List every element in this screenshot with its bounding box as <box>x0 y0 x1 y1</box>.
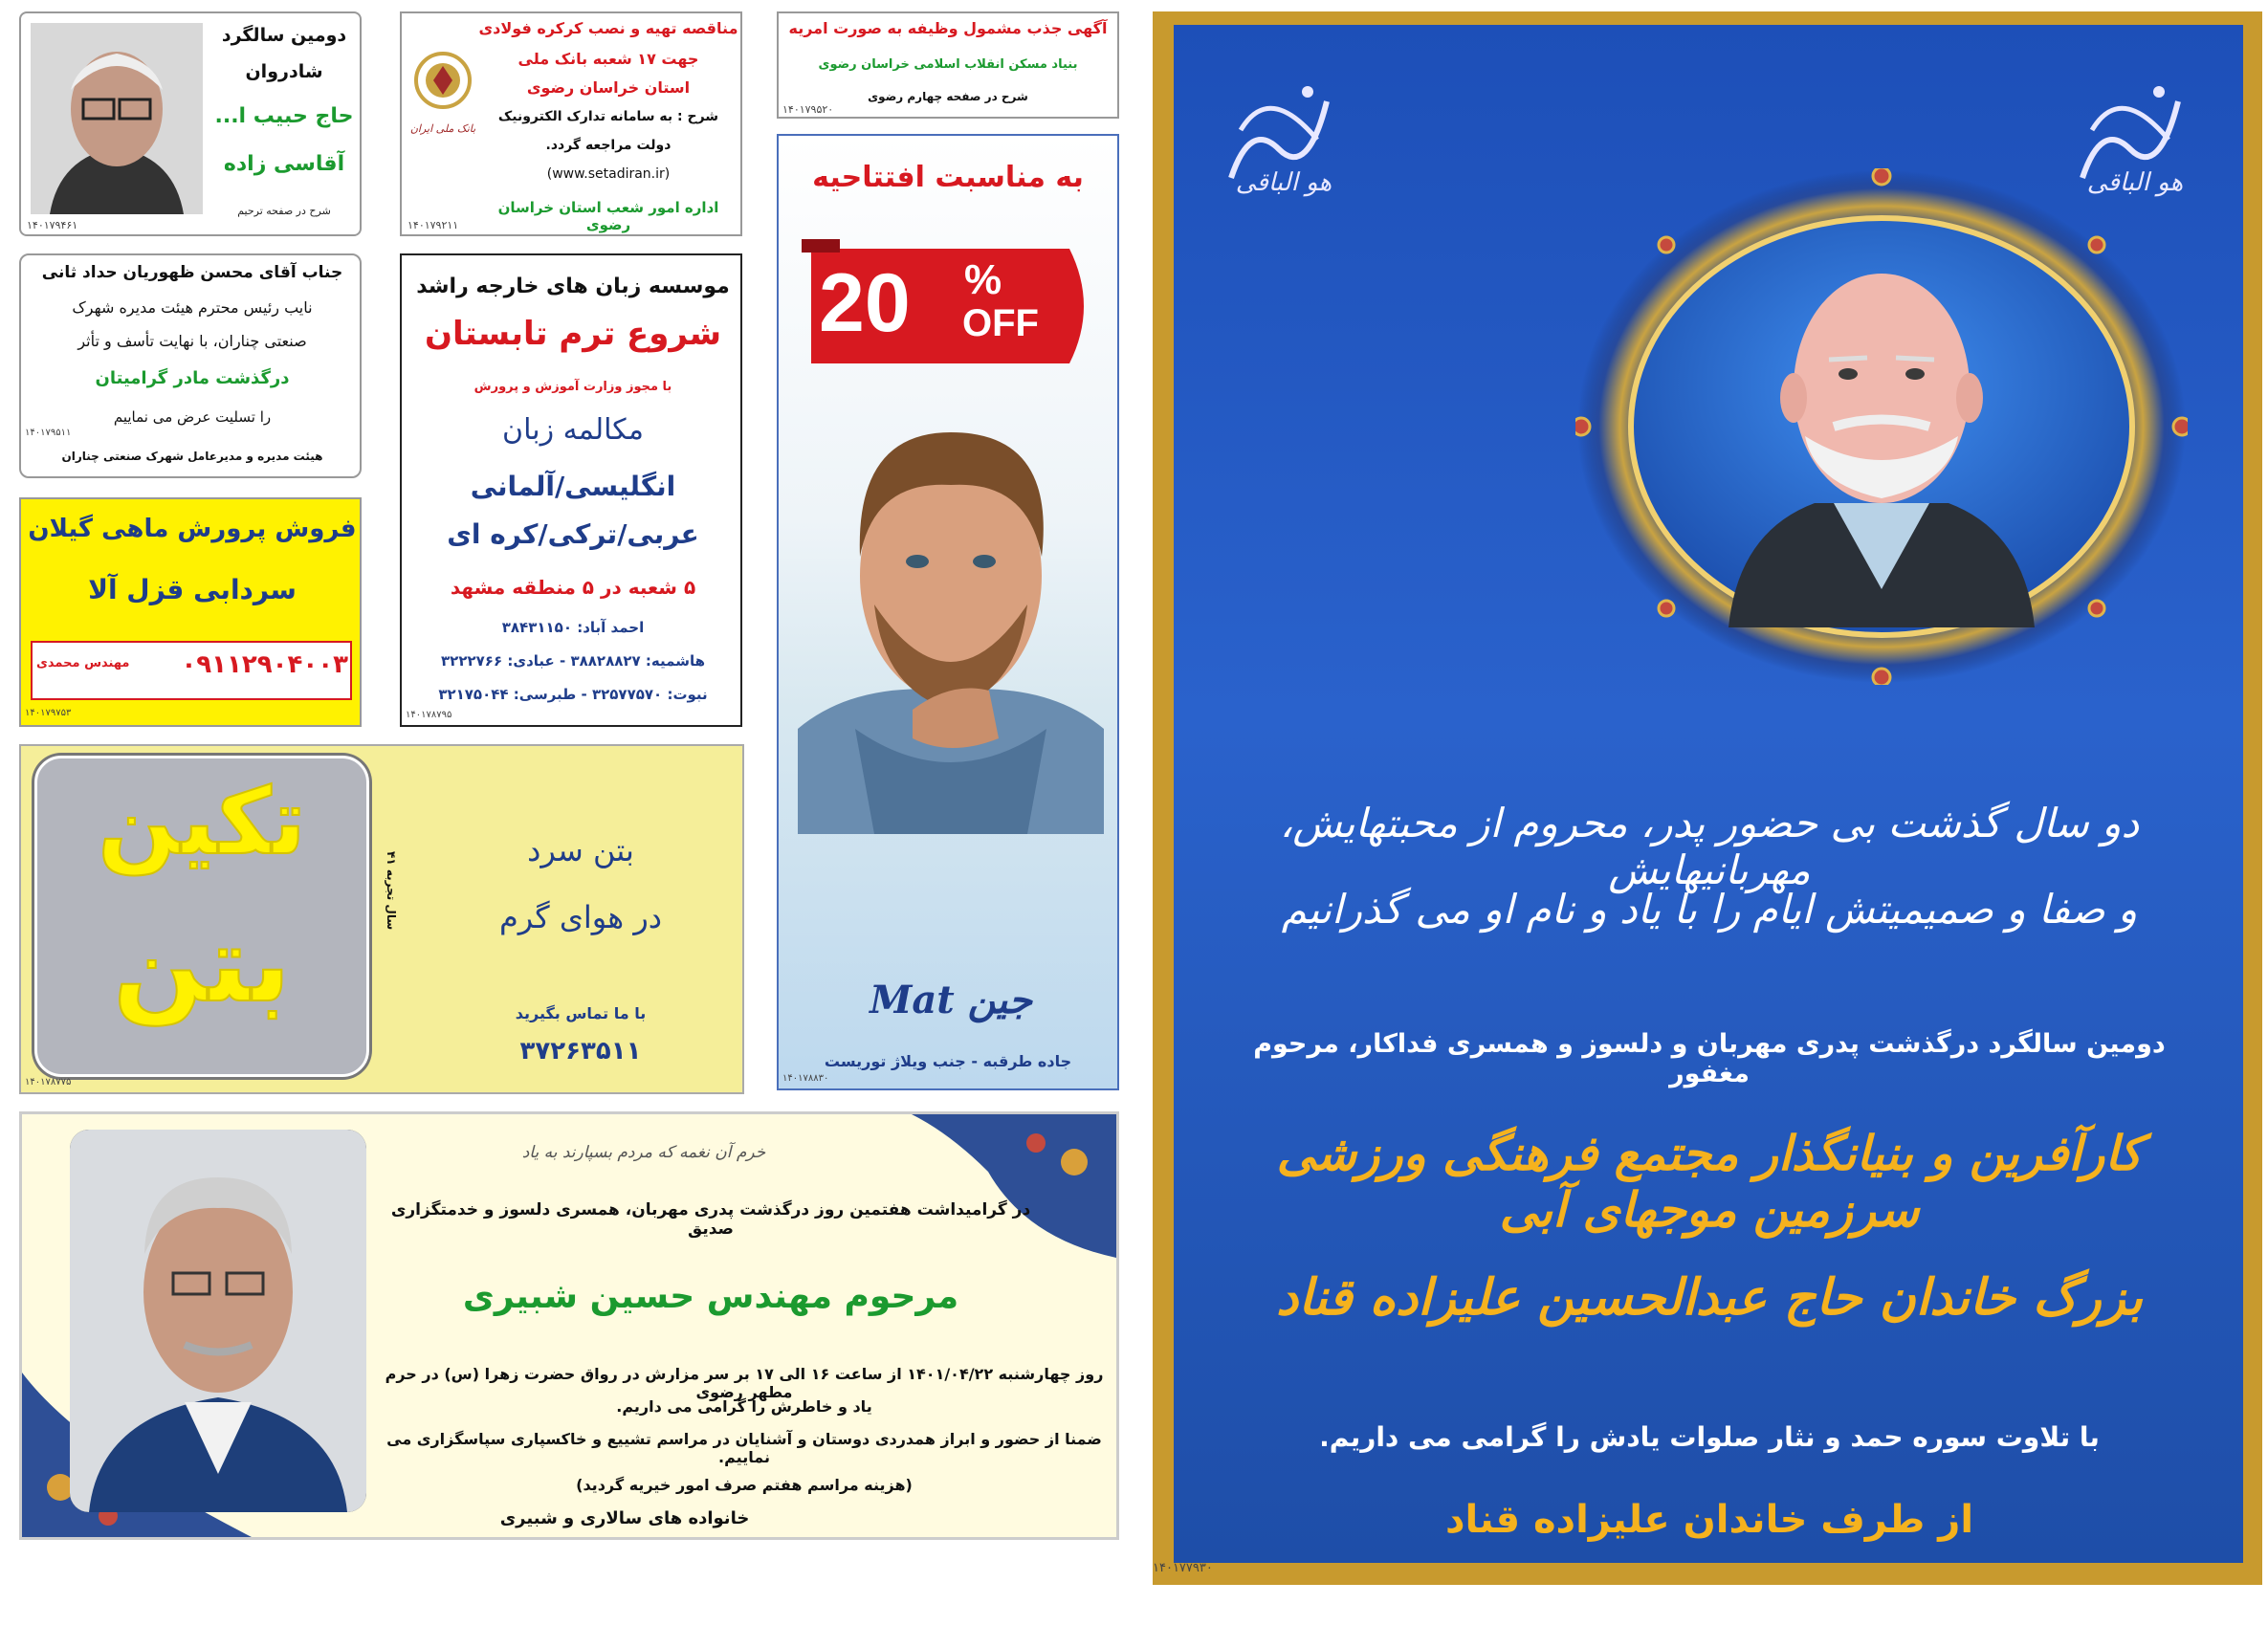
language-line-4: مکالمه زبان <box>502 413 644 447</box>
language-line-7: ۵ شعبه در ۵ منطقه مشهد <box>450 576 696 599</box>
anniversary-line-1: دومین سالگرد <box>221 25 347 46</box>
anniversary-name-2: آقاسی زاده <box>223 152 345 176</box>
condolence-line-3: صنعتی چناران، با نهایت تأسف و تأثر <box>77 332 307 350</box>
ad-housing <box>777 11 1119 119</box>
shabiri-photo <box>70 1130 366 1512</box>
shabiri-verse: خرم آن نغمه که مردم بسپارند به یاد <box>521 1143 766 1162</box>
anniversary-note: شرح در صفحه ترحیم <box>237 205 331 217</box>
takin-years: ۴۱ سال تجربه <box>385 851 398 931</box>
obituary-title-1: کارآفرین و بنیانگذار مجتمع فرهنگی ورزشی سرزمین موجهای آبی <box>1276 1125 2143 1238</box>
ad-language-institute <box>400 253 742 727</box>
language-line-9: هاشمیه: ۳۸۸۲۸۸۲۷ - عبادی: ۳۲۲۲۷۶۶ <box>441 652 705 670</box>
ad-jeans-store <box>777 134 1119 1090</box>
fish-phone: ۰۹۱۱۲۹۰۴۰۰۳ <box>181 650 348 679</box>
shabiri-line-2: روز چهارشنبه ۱۴۰۱/۰۴/۲۲ از ساعت ۱۶ الی ۱۷ بر سر مزارش در رواق حضرت زهرا (س) در حرم مطهر رضوی <box>385 1365 1104 1401</box>
anniversary-photo <box>31 23 203 214</box>
calligraphy-left <box>1212 63 1355 207</box>
discount-value: 20 <box>819 257 911 349</box>
ad-bank-tender <box>400 11 742 236</box>
shabiri-signature: خانواده های سالاری و شبیری <box>499 1508 750 1528</box>
ad-code: ۱۴۰۱۷۹۴۶۱ <box>27 219 78 231</box>
anniversary-line-2: شادروان <box>245 61 323 82</box>
condolence-line-2: نایب رئیس محترم هیئت مدیره شهرک <box>72 298 313 317</box>
condolence-line-5: را تسلیت عرض می نماییم <box>113 408 272 426</box>
ad-code: ۱۴۰۱۷۸۷۷۵ <box>25 1077 72 1088</box>
bank-line-4: شرح : به سامانه تدارک الکترونیک <box>497 109 719 124</box>
anniversary-name-1: حاج حبیب ا... <box>214 104 354 128</box>
language-line-1: موسسه زبان های خارجه راشد <box>416 275 730 298</box>
ad-code: ۱۴۰۱۷۸۷۹۵ <box>406 710 452 720</box>
ad-code: ۱۴۰۱۷۹۷۵۳ <box>25 708 72 718</box>
takin-line-1: بتن سرد <box>527 832 634 868</box>
takin-logo-1: تکین <box>98 768 306 875</box>
discount-off: OFF <box>962 302 1039 344</box>
shabiri-line-4: ضمنا از حضور و ابراز همدردی دوستان و آشنایان در مراسم تشییع و خاکسپاری سپاسگزاری می نماییم. <box>386 1430 1102 1466</box>
fish-contact-box <box>31 641 352 700</box>
bank-url: (www.setadiran.ir) <box>546 166 671 182</box>
shabiri-line-1: در گرامیداشت هفتمین روز درگذشت پدری مهربان، همسری دلسوز و خدمتگزاری صدیق <box>390 1200 1031 1239</box>
calligraphy-left-text: هو الباقی <box>1235 168 1332 197</box>
ad-code: ۱۴۰۱۷۹۵۲۰ <box>782 103 834 116</box>
portrait-frame <box>1575 168 2188 685</box>
condolence-line-1: جناب آقای محسن ظهوریان حداد ثانی <box>41 263 343 282</box>
ad-fish-farm <box>19 497 362 727</box>
discount-tag <box>802 239 1108 373</box>
ad-condolence <box>19 253 362 478</box>
language-line-10: نبوت: ۳۲۵۷۷۵۷۰ - طبرسی: ۳۲۱۷۵۰۴۴ <box>438 686 708 703</box>
fish-line-1: فروش پرورش ماهی گیلان <box>28 515 357 543</box>
shabiri-line-5: (هزینه مراسم هفتم صرف امور خیریه گردید) <box>576 1476 913 1494</box>
ad-code: ۱۴۰۱۷۹۵۱۱ <box>25 428 72 438</box>
ad-anniversary <box>19 11 362 236</box>
takin-line-2: در هوای گرم <box>498 899 663 935</box>
discount-percent: % <box>964 256 1002 303</box>
language-line-5: انگلیسی/آلمانی <box>470 471 676 502</box>
jeans-header: به مناسبت افتتاحیه <box>812 161 1084 194</box>
bank-logo-text: بانک ملی ایران <box>409 122 476 135</box>
obituary-ad <box>1153 11 2262 1585</box>
jeans-address: جاده طرقبه - جنب ویلاژ توریست <box>824 1052 1072 1070</box>
obituary-title-2: بزرگ خاندان حاج عبدالحسین علیزاده قناد <box>1276 1268 2143 1327</box>
fish-contact-name: مهندس محمدی <box>36 656 130 670</box>
housing-line-3: شرح در صفحه چهارم رضوی <box>868 90 1028 103</box>
bank-line-5: دولت مراجعه گردد. <box>545 138 672 153</box>
ad-code: ۱۴۰۱۷۷۹۳۰ <box>1153 1561 1213 1575</box>
bank-office: اداره امور شعب استان خراسان رضوی <box>497 199 719 233</box>
shabiri-title: مرحوم مهندس حسین شبیری <box>462 1277 959 1316</box>
calligraphy-right-text: هو الباقی <box>2086 168 2184 197</box>
fish-line-2: سردابی قزل آلا <box>88 574 297 605</box>
condolence-line-4: درگذشت مادر گرامیتان <box>95 368 290 388</box>
housing-line-2: بنیاد مسکن انقلاب اسلامی خراسان رضوی <box>818 57 1078 72</box>
housing-line-1: آگهی جذب مشمول وظیفه به صورت امریه <box>788 19 1108 37</box>
shabiri-line-3: یاد و خاطرش را گرامی می داریم. <box>616 1397 872 1416</box>
verse-line-2: و صفا و صمیمیتش ایام را با یاد و نام او می گذرانیم <box>1281 886 2138 933</box>
language-line-6: عربی/ترکی/کره ای <box>447 518 699 550</box>
bank-melli-logo <box>409 42 476 157</box>
language-line-3: با مجوز وزارت آموزش و پرورش <box>473 380 672 394</box>
ad-code: ۱۴۰۱۷۹۲۱۱ <box>407 219 459 231</box>
ad-shabiri-memorial <box>19 1111 1119 1540</box>
obituary-panel <box>1174 25 2243 1563</box>
language-line-2: شروع ترم تابستان <box>424 315 722 353</box>
bank-line-3: استان خراسان رضوی <box>526 78 691 97</box>
obituary-intro: دومین سالگرد درگذشت پدری مهربان و دلسوز و همسری فداکار، مرحوم مغفور <box>1253 1029 2166 1088</box>
ad-code: ۱۴۰۱۷۸۸۳۰ <box>782 1073 829 1084</box>
takin-logo-2: بتن <box>113 903 291 1025</box>
obituary-from: از طرف خاندان علیزاده قناد <box>1444 1498 1974 1542</box>
condolence-signature: هیئت مدیره و مدیرعامل شهرک صنعتی چناران <box>61 450 323 463</box>
bank-line-2: جهت ۱۷ شعبه بانک ملی <box>517 50 699 68</box>
bank-line-1: مناقصه تهیه و نصب کرکره فولادی <box>478 19 738 37</box>
obituary-prayer: با تلاوت سوره حمد و نثار صلوات یادش را گرامی می داریم. <box>1319 1421 2100 1453</box>
ad-takin-beton <box>19 744 744 1094</box>
verse-line-1: دو سال گذشت بی حضور پدر، محروم از محبتهایش، مهربانیهایش <box>1279 800 2140 893</box>
takin-logo-box <box>34 756 369 1077</box>
jeans-model-photo <box>798 394 1104 834</box>
jeans-brand-logo: Mat جین <box>870 978 1032 1022</box>
takin-phone: ۳۷۲۶۳۵۱۱ <box>519 1037 642 1066</box>
takin-line-3: با ما تماس بگیرید <box>515 1004 647 1022</box>
language-line-8: احمد آباد: ۳۸۴۳۱۱۵۰ <box>501 619 645 636</box>
